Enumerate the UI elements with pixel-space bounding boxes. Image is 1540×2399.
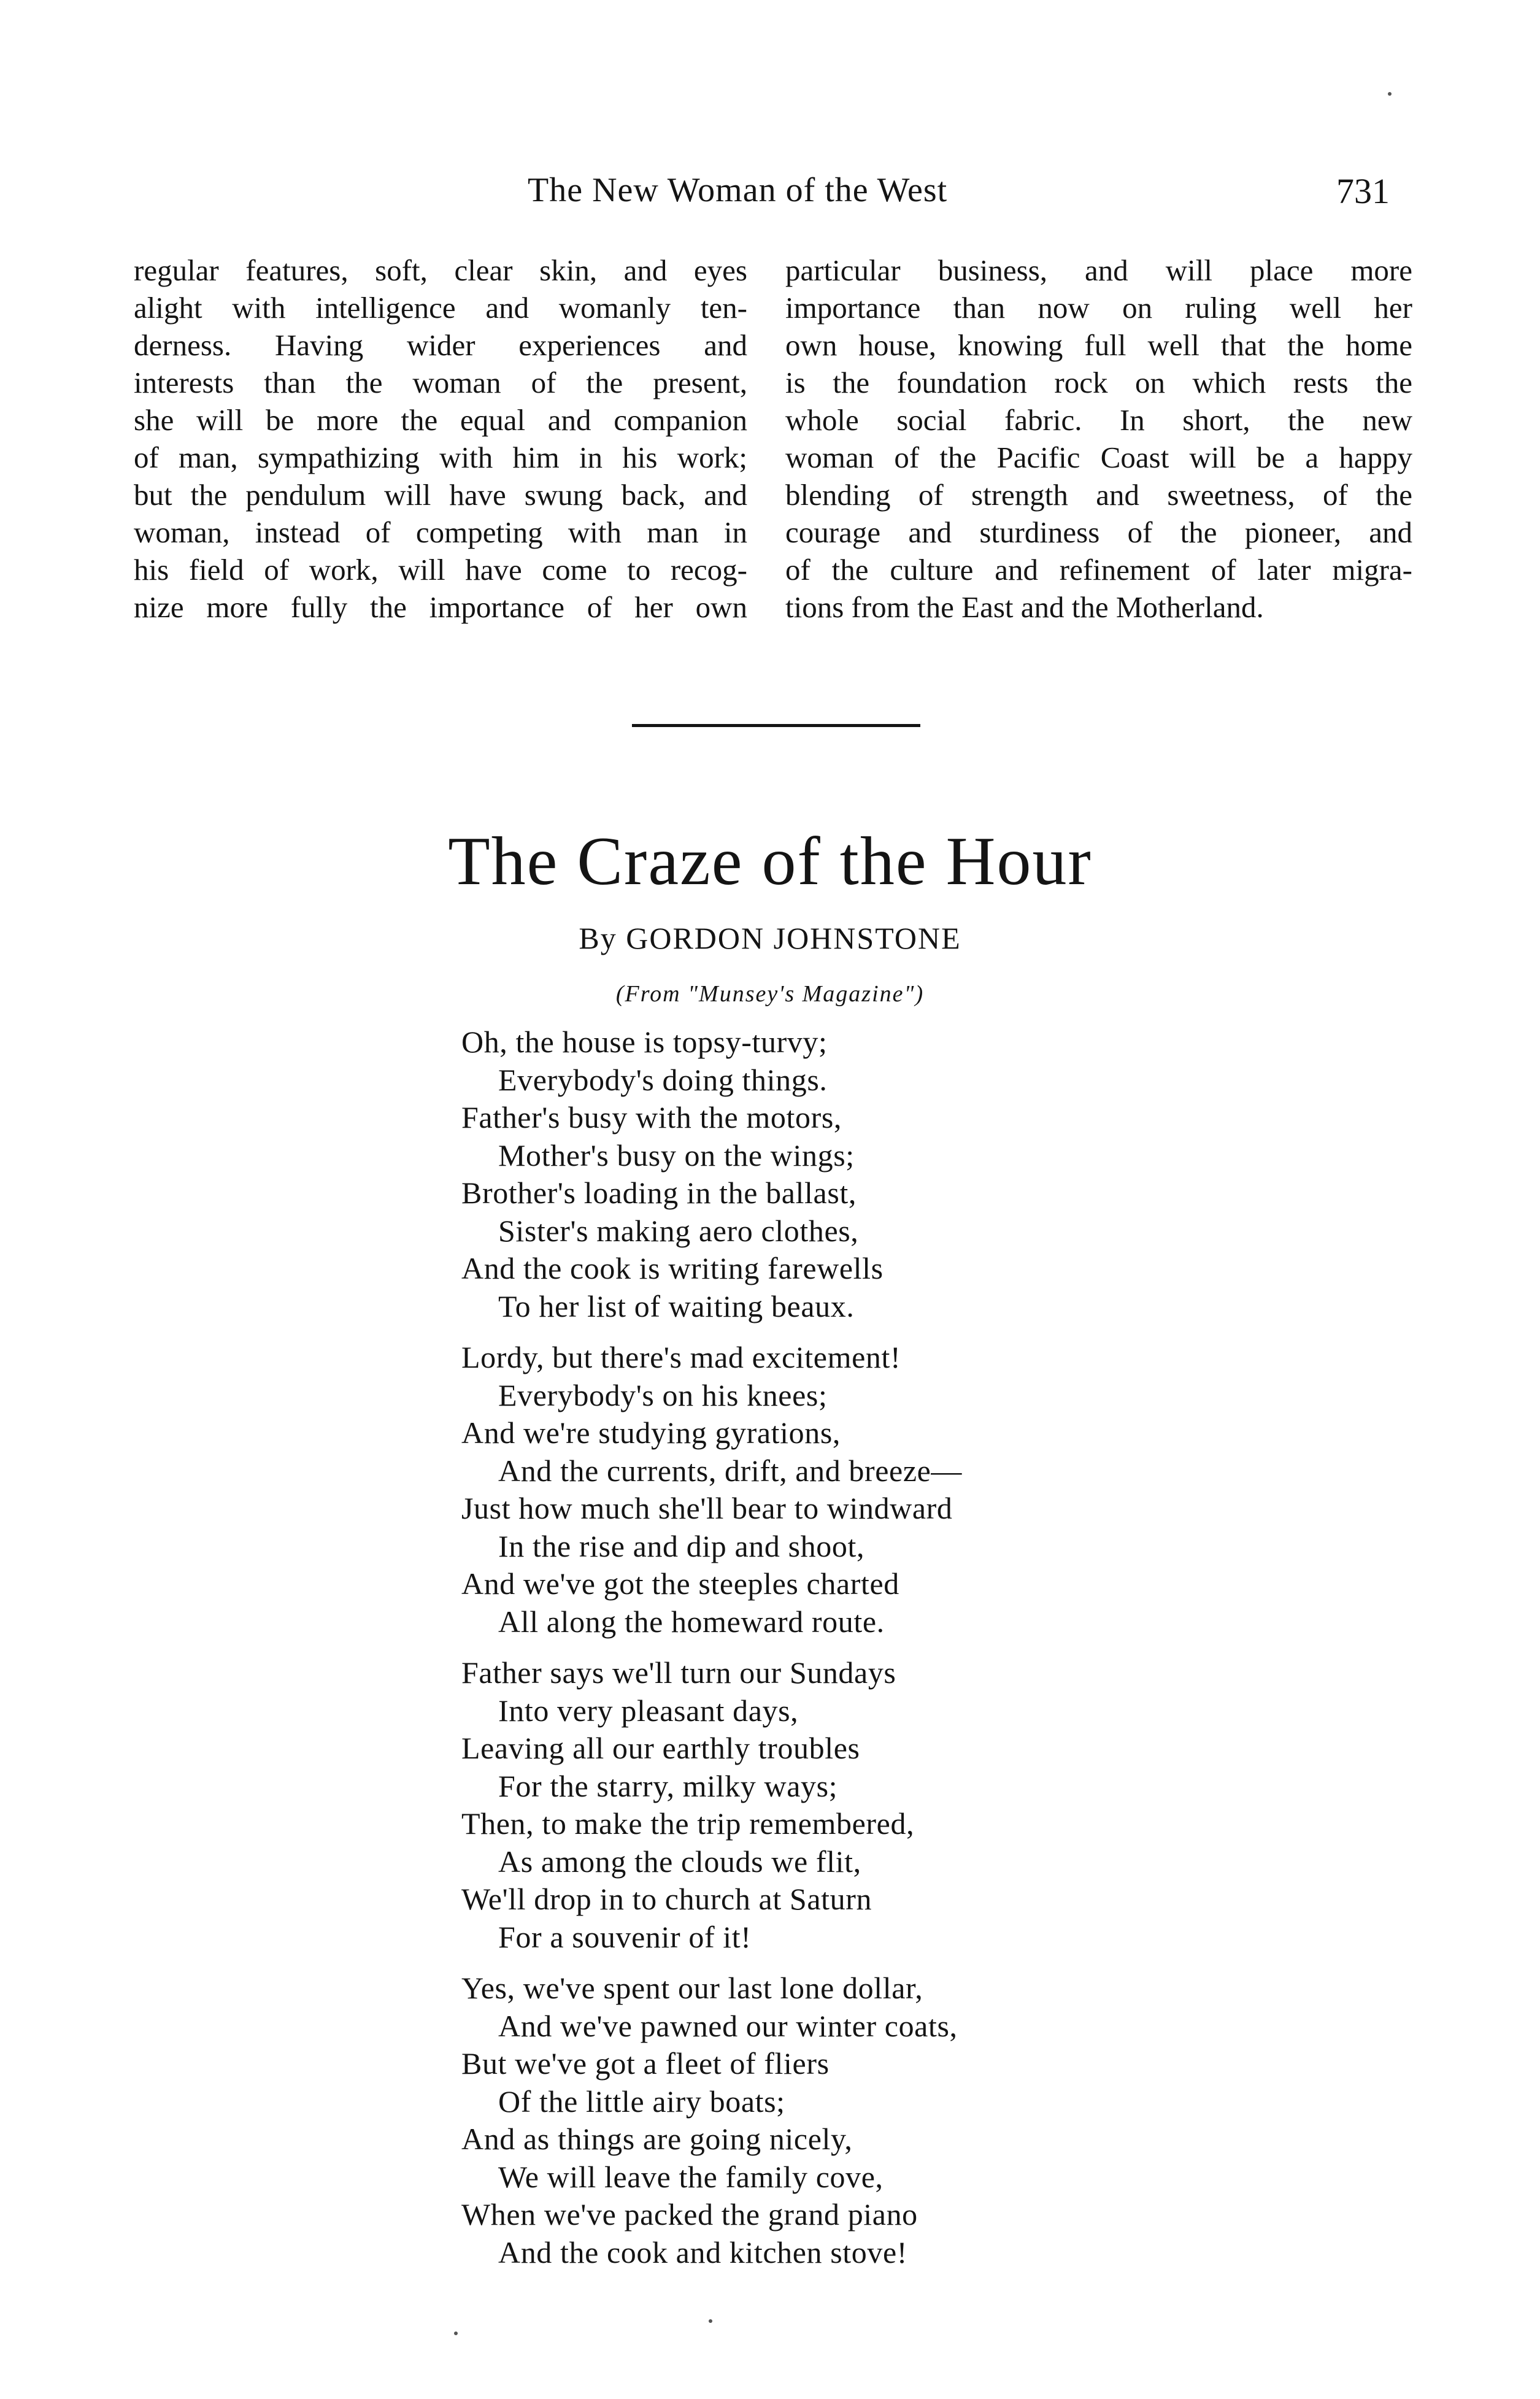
prose-line: nize more fully the importance of her own <box>134 590 747 624</box>
poem-line: But we've got a fleet of fliers <box>461 2046 830 2081</box>
prose-right-column <box>785 252 1412 626</box>
poem-line: And the cook is writing farewells <box>461 1251 884 1285</box>
section-divider <box>632 724 920 727</box>
running-head: The New Woman of the West <box>528 171 948 209</box>
prose-line: tions from the East and the Motherland. <box>785 590 1264 624</box>
prose-line: his field of work, will have come to recog- <box>134 553 747 587</box>
poem-line: Father's busy with the motors, <box>461 1100 842 1134</box>
poem-line: Mother's busy on the wings; <box>498 1138 855 1173</box>
prose-line: woman of the Pacific Coast will be a happy <box>785 441 1412 474</box>
poem-byline: By GORDON JOHNSTONE <box>579 921 961 955</box>
prose-line: but the pendulum will have swung back, and <box>134 478 747 512</box>
prose-line: of the culture and refinement of later migra- <box>785 553 1412 587</box>
poem-body <box>461 1023 1136 2285</box>
scan-speck <box>709 2319 712 2323</box>
prose-line: particular business, and will place more <box>785 253 1412 287</box>
poem-line: When we've packed the grand piano <box>461 2197 918 2231</box>
scan-speck <box>1388 92 1392 96</box>
poem-line: Leaving all our earthly troubles <box>461 1731 860 1765</box>
prose-left-column <box>134 252 747 626</box>
prose-line: derness. Having wider experiences and <box>134 328 747 362</box>
poem-line: Oh, the house is topsy-turvy; <box>461 1025 828 1059</box>
page-number: 731 <box>1336 171 1390 211</box>
poem-line: For a souvenir of it! <box>498 1919 752 1954</box>
poem-line: Father says we'll turn our Sundays <box>461 1655 896 1690</box>
scan-speck <box>454 2332 458 2335</box>
poem-line: Then, to make the trip remembered, <box>461 1806 915 1841</box>
poem-line: Everybody's doing things. <box>498 1062 828 1097</box>
poem-line: And as things are going nicely, <box>461 2122 853 2156</box>
poem-line: And we're studying gyrations, <box>461 1415 841 1450</box>
poem-stanza <box>461 1339 1136 1641</box>
poem-stanza <box>461 1970 1136 2271</box>
prose-line: blending of strength and sweetness, of the <box>785 478 1412 512</box>
poem-line: As among the clouds we flit, <box>498 1844 861 1879</box>
poem-line: To her list of waiting beaux. <box>498 1288 855 1323</box>
prose-line: of man, sympathizing with him in his work; <box>134 441 747 474</box>
poem-line: Lordy, but there's mad excitement! <box>461 1340 901 1374</box>
poem-line: Everybody's on his knees; <box>498 1377 828 1412</box>
poem-stanza <box>461 1023 1136 1325</box>
poem-line: Just how much she'll bear to windward <box>461 1491 953 1525</box>
prose-line: she will be more the equal and companion <box>134 403 747 437</box>
poem-line: All along the homeward route. <box>498 1604 885 1639</box>
prose-line: regular features, soft, clear skin, and eyes <box>134 253 747 287</box>
prose-line: importance than now on ruling well her <box>785 291 1412 325</box>
poem-stanza <box>461 1654 1136 1956</box>
poem-line: And we've got the steeples charted <box>461 1566 899 1601</box>
poem-line: And we've pawned our winter coats, <box>498 2008 958 2043</box>
poem-line: Sister's making aero clothes, <box>498 1213 859 1248</box>
prose-line: woman, instead of competing with man in <box>134 515 747 549</box>
prose-line: whole social fabric. In short, the new <box>785 403 1412 437</box>
prose-line: courage and sturdiness of the pioneer, and <box>785 515 1412 549</box>
poem-line: Into very pleasant days, <box>498 1693 799 1728</box>
poem-line: Of the little airy boats; <box>498 2084 785 2119</box>
prose-line: is the foundation rock on which rests the <box>785 366 1412 399</box>
poem-line: We will leave the family cove, <box>498 2159 884 2194</box>
poem-line: For the starry, milky ways; <box>498 1768 838 1803</box>
poem-title: The Craze of the Hour <box>448 823 1092 899</box>
prose-line: alight with intelligence and womanly ten- <box>134 291 747 325</box>
poem-source: (From "Munsey's Magazine") <box>615 981 925 1007</box>
poem-line: We'll drop in to church at Saturn <box>461 1882 872 1916</box>
prose-line: interests than the woman of the present, <box>134 366 747 399</box>
poem-line: And the currents, drift, and breeze— <box>498 1453 963 1488</box>
poem-line: And the cook and kitchen stove! <box>498 2235 908 2270</box>
poem-line: Yes, we've spent our last lone dollar, <box>461 1971 923 2005</box>
prose-line: own house, knowing full well that the home <box>785 328 1412 362</box>
poem-line: In the rise and dip and shoot, <box>498 1528 865 1563</box>
poem-line: Brother's loading in the ballast, <box>461 1176 857 1210</box>
